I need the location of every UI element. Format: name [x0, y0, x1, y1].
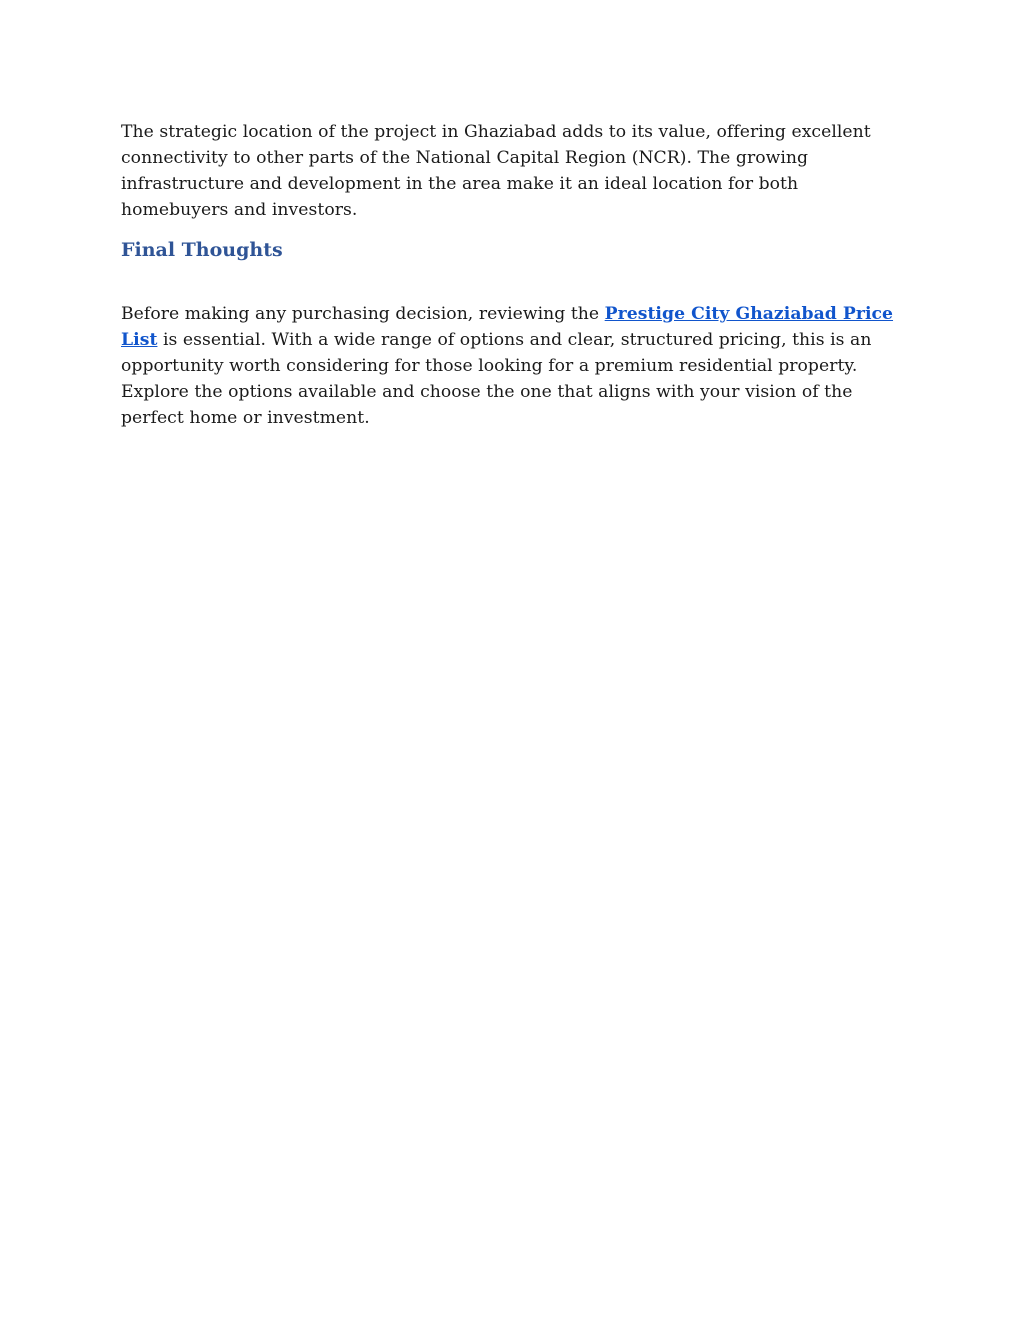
price-list-link[interactable]: Prestige City Ghaziabad Price List — [121, 304, 894, 350]
document-body — [121, 119, 901, 431]
paragraph-location: The strategic location of the project in Ghaziabad adds to its value, offering excellent connectivity to other parts of the National Capital Region (NCR). The growing infrastructure and development in the area make it an ideal location for both homebuyers and investors. — [121, 122, 871, 220]
paragraph-final-thoughts — [121, 301, 901, 431]
section-heading-final-thoughts: Final Thoughts — [121, 239, 283, 261]
paragraph-text-before-link: Before making any purchasing decision, reviewing the — [121, 304, 605, 324]
paragraph-text-after-link: is essential. With a wide range of options and clear, structured pricing, this is an opportunity worth considering for those looking for a premium residential property. Explore the options available and choose the one that aligns with your vision of the perfect home or investment. — [121, 330, 872, 428]
